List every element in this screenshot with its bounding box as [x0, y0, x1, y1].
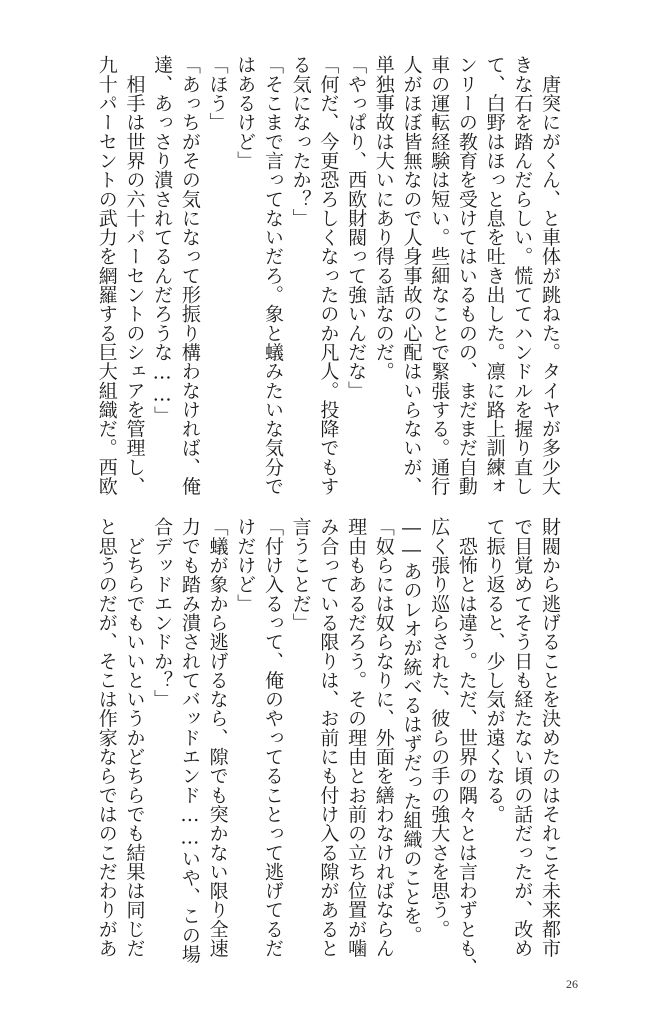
text-line: 合デッドエンドか？」 — [151, 517, 174, 709]
text-line: 人がほぼ皆無なので人身事故の心配はいらないが、 — [400, 55, 423, 496]
text-line: で目覚めてそう日も経たない頃の話だったが、改め — [511, 517, 534, 958]
text-line: 力でも踏み潰されてバッドエンド……いや、この場 — [178, 517, 201, 964]
text-line: 「やっぱり、西欧財閥って強いんだな」 — [345, 55, 368, 400]
text-line: る気になったか？」 — [289, 55, 312, 228]
text-line: 「蟻が象から逃げるなら、隙でも突かない限り全速 — [206, 517, 229, 958]
text-line: て振り返ると、少し気が遠くなる。 — [483, 517, 506, 824]
text-line: て、白野はほっと息を吐き出した。凛に路上訓練ォ — [483, 55, 506, 496]
text-line: 達、あっさり潰されてるんだろうな……」 — [151, 55, 174, 425]
text-line: 唐突にがくん、と車体が跳ねた。タイヤが多少大 — [539, 55, 561, 496]
text-line: 財閥から逃げることを決めたのはそれこそ未来都市 — [539, 517, 561, 958]
text-line: 理由もあるだろう。その理由とお前の立ち位置が噛 — [345, 517, 368, 958]
text-line: 「奴らには奴らなりに、外面を繕わなければならん — [372, 517, 395, 958]
text-line: 「ほう」 — [206, 55, 229, 132]
text-line: 「そこまで言ってないだろ。象と蟻みたいな気分で — [261, 55, 284, 496]
text-line: 単独事故は大いにあり得る話なのだ。 — [372, 55, 395, 381]
text-line: と思うのだが、そこは作家ならではのこだわりがあ — [95, 517, 118, 958]
text-line: ――あのレオが統べるはずだった組織のことを。 — [400, 517, 423, 945]
text-line: 言うことだ」 — [289, 517, 312, 632]
text-block-lower — [92, 517, 563, 977]
page-number: 26 — [566, 977, 578, 991]
text-line: み合っている限りは、お前にも付け入る隙があると — [317, 517, 340, 958]
text-line: 「何だ、今更恐ろしくなったのか凡人。投降でもす — [317, 55, 340, 496]
text-line: けだけど」 — [234, 517, 257, 613]
text-line: 相手は世界の六十パーセントのシェアを管理し、 — [123, 55, 146, 496]
text-line: 「あっちがその気になって形振り構わなければ、俺 — [178, 55, 201, 496]
text-line: どちらでもいいというかどちらでも結果は同じだ — [123, 517, 146, 958]
text-line: 広く張り巡らされた、彼らの手の強大さを思う。 — [428, 517, 451, 939]
text-line: きな石を踏んだらしい。慌ててハンドルを握り直し — [511, 55, 534, 496]
text-block-upper — [92, 55, 563, 505]
text-line: ンリーの教育を受けてはいるものの、まだまだ自動 — [455, 55, 478, 496]
text-line: 「付け入るって、俺のやってることって逃げてるだ — [261, 517, 284, 958]
text-line: 九十パーセントの武力を網羅する巨大組織だ。西欧 — [95, 55, 118, 496]
text-line: はあるけど」 — [234, 55, 257, 170]
text-line: 車の運転経験は短い。些細なことで緊張する。通行 — [428, 55, 451, 496]
text-line: 恐怖とは違う。ただ、世界の隅々とは言わずとも、 — [455, 517, 478, 977]
